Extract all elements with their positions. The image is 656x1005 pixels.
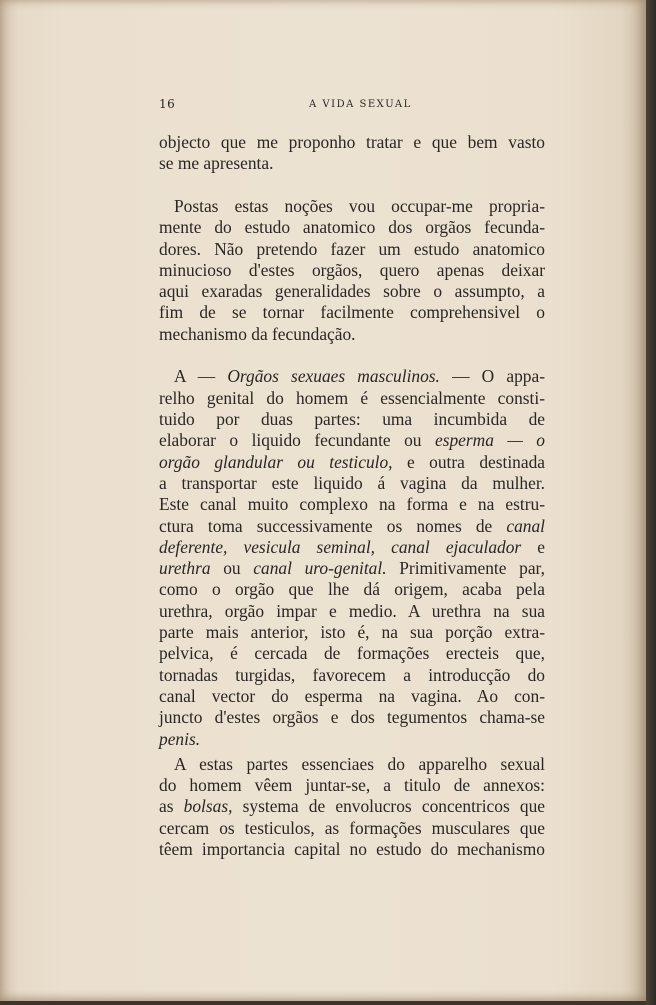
text-line: aqui exaradas generalidades sobre o assumpto, a — [159, 281, 545, 302]
page-edge-shadow — [646, 0, 656, 1005]
paragraph-1 — [159, 132, 545, 175]
page-number: 16 — [159, 97, 176, 111]
text-line: relho genital do homem é essencialmente consti- — [159, 387, 545, 408]
text-run: as — [159, 796, 184, 817]
text-run: e outra destinada — [392, 451, 545, 472]
text-line: têem importancia capital no estudo do mechanismo — [159, 838, 545, 859]
text-line: se me apresenta. — [159, 153, 274, 174]
text-line — [159, 537, 545, 558]
paragraph-2 — [159, 196, 545, 345]
text-line: Postas estas noções vou occupar-me propria- — [174, 195, 545, 216]
text-line: canal vector do esperma na vagina. Ao con- — [159, 685, 545, 706]
text-run: ou — [210, 558, 254, 579]
text-line: cercam os testiculos, as formações musculares que — [159, 817, 545, 838]
running-head — [159, 97, 543, 113]
text-line: dores. Não pretendo fazer um estudo anatomico — [159, 238, 545, 259]
text-run: — O appa- — [439, 366, 546, 387]
text-line: urethra, orgão impar e medio. A urethra na sua — [159, 600, 545, 621]
italic-term: canal — [506, 515, 545, 536]
text-line: do homem vêem juntar-se, a titulo de annexos: — [159, 775, 545, 796]
text-line: parte mais anterior, isto é, na sua porção extra- — [159, 622, 545, 643]
text-line: fim de se tornar facilmente comprehensivel o — [159, 302, 545, 323]
text-line — [159, 452, 545, 473]
italic-term: urethra — [159, 558, 211, 579]
italic-term: esperma — o — [434, 430, 545, 451]
text-line: Este canal muito complexo na forma e na estru- — [159, 494, 545, 515]
text-line: A estas partes essenciaes do apparelho sexual — [174, 753, 545, 774]
text-line — [159, 729, 545, 750]
text-line: tornadas turgidas, favorecem a introducção do — [159, 664, 545, 685]
paragraph-gap — [159, 175, 545, 196]
text-run: systema de envolucros concentricos que — [232, 796, 545, 817]
italic-term: canal uro-genital. — [253, 558, 387, 579]
text-line: pelvica, é cercada de formações erecteis que, — [159, 643, 545, 664]
text-line: a transportar este liquido á vagina da mulher. — [159, 472, 545, 493]
italic-term: orgão glandular ou testiculo, — [159, 451, 393, 472]
text-line: como o orgão que lhe dá origem, acaba pela — [159, 579, 545, 600]
body-text — [159, 132, 545, 860]
paragraph-gap — [159, 345, 545, 366]
text-run: e — [521, 536, 545, 557]
text-line: mente do estudo anatomico dos orgãos fecunda- — [159, 217, 545, 238]
italic-term: bolsas, — [183, 796, 233, 817]
italic-term: penis. — [159, 728, 201, 749]
text-line: tuido por duas partes: uma incumbida de — [159, 409, 545, 430]
paragraph-4 — [159, 754, 545, 860]
text-line — [159, 558, 545, 579]
text-line — [159, 430, 545, 451]
italic-heading: Orgãos sexuaes masculinos. — [227, 366, 440, 387]
text-line: mechanismo da fecundação. — [159, 323, 356, 344]
text-line: juncto d'estes orgãos e dos tegumentos chama-se — [159, 707, 545, 728]
running-title: A VIDA SEXUAL — [309, 99, 412, 110]
text-line — [159, 366, 545, 387]
text-line: objecto que me proponho tratar e que bem vasto — [159, 132, 545, 152]
text-run: ctura toma successivamente os nomes de — [159, 515, 507, 536]
italic-term: deferente, vesicula seminal, canal ejaculador — [159, 536, 522, 557]
text-line — [159, 796, 545, 817]
text-run: A — — [174, 366, 228, 387]
text-line — [159, 516, 545, 537]
text-run: elaborar o liquido fecundante ou — [159, 430, 435, 451]
paragraph-3 — [159, 366, 545, 749]
text-line: minucioso d'estes orgãos, quero apenas deixar — [159, 259, 545, 280]
text-run: Primitivamente par, — [386, 558, 545, 579]
